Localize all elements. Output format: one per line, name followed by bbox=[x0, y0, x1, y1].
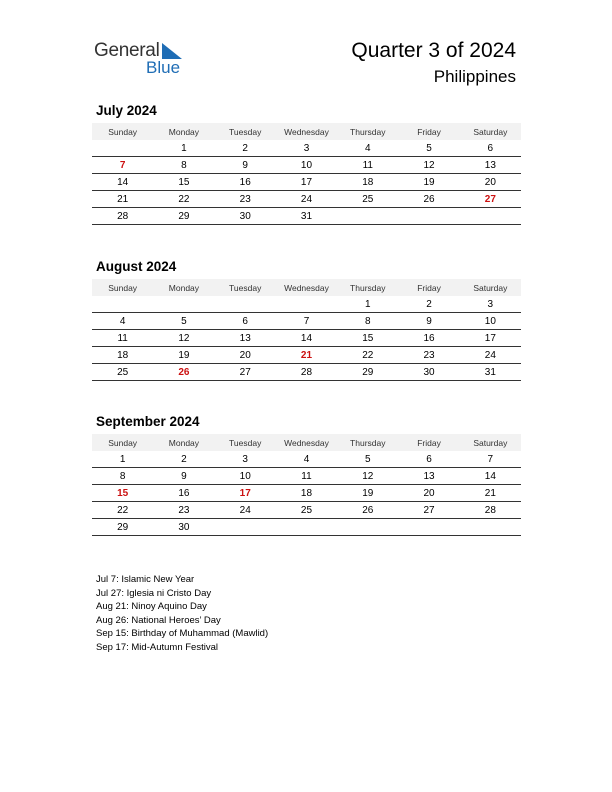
week-row bbox=[92, 468, 521, 485]
day-cell: 23 bbox=[239, 193, 251, 205]
logo-general-text: General bbox=[94, 40, 160, 61]
day-cell: 14 bbox=[117, 176, 129, 188]
month-august bbox=[92, 259, 521, 381]
logo bbox=[94, 40, 194, 80]
day-cell: 20 bbox=[423, 487, 435, 499]
weekday-label: Thursday bbox=[350, 282, 386, 293]
weekday-label: Tuesday bbox=[229, 282, 262, 293]
weekday-header-row bbox=[92, 434, 521, 451]
day-cell: 3 bbox=[242, 453, 248, 465]
holiday-note: Jul 27: Iglesia ni Cristo Day bbox=[96, 587, 212, 599]
week-row bbox=[92, 451, 521, 468]
day-cell: 1 bbox=[364, 298, 371, 310]
weekday-label: Monday bbox=[168, 126, 200, 137]
day-cell: 4 bbox=[303, 453, 310, 465]
weekday-label: Thursday bbox=[350, 437, 386, 448]
day-cell: 9 bbox=[242, 159, 248, 171]
week-row bbox=[92, 191, 521, 208]
weekday-label: Wednesday bbox=[284, 282, 329, 293]
day-cell: 29 bbox=[117, 521, 129, 533]
week-row bbox=[92, 485, 521, 502]
day-cell: 14 bbox=[300, 332, 313, 344]
week-row bbox=[92, 502, 521, 519]
weekday-label: Tuesday bbox=[229, 437, 262, 448]
day-cell: 22 bbox=[117, 504, 129, 516]
week-row bbox=[92, 296, 521, 313]
week-row bbox=[92, 208, 521, 225]
holiday-day-cell: 27 bbox=[484, 193, 496, 205]
day-cell: 16 bbox=[178, 487, 190, 499]
weekday-label: Thursday bbox=[350, 126, 386, 137]
holiday-notes bbox=[96, 573, 268, 654]
day-cell: 31 bbox=[484, 366, 496, 378]
weekday-label: Sunday bbox=[108, 437, 138, 448]
weekday-header-row bbox=[92, 123, 521, 140]
day-cell: 18 bbox=[362, 176, 374, 188]
month-september bbox=[92, 414, 521, 536]
weekday-label: Friday bbox=[417, 126, 441, 137]
day-cell: 8 bbox=[181, 159, 187, 171]
month-title: September 2024 bbox=[96, 414, 200, 429]
holiday-day-cell: 17 bbox=[239, 487, 251, 499]
day-cell: 12 bbox=[178, 332, 190, 344]
day-cell: 3 bbox=[303, 142, 310, 154]
holiday-day-cell: 7 bbox=[119, 159, 126, 171]
day-cell: 28 bbox=[484, 504, 496, 516]
day-cell: 20 bbox=[239, 349, 251, 361]
day-cell: 21 bbox=[484, 487, 496, 499]
weekday-label: Monday bbox=[168, 282, 200, 293]
day-cell: 26 bbox=[423, 193, 435, 205]
weekday-label: Monday bbox=[168, 437, 200, 448]
day-cell: 11 bbox=[117, 332, 128, 344]
day-cell: 13 bbox=[239, 332, 251, 344]
month-title: August 2024 bbox=[96, 259, 177, 274]
day-cell: 23 bbox=[178, 504, 190, 516]
day-cell: 12 bbox=[423, 159, 435, 171]
day-cell: 15 bbox=[178, 176, 190, 188]
weekday-header-row bbox=[92, 279, 521, 296]
week-row bbox=[92, 140, 521, 157]
country-name: Philippines bbox=[433, 67, 516, 86]
weekday-label: Saturday bbox=[473, 282, 508, 293]
day-cell: 16 bbox=[423, 332, 435, 344]
weekday-label: Friday bbox=[417, 282, 441, 293]
day-cell: 2 bbox=[426, 298, 432, 310]
day-cell: 19 bbox=[362, 487, 374, 499]
day-cell: 8 bbox=[364, 315, 371, 327]
day-cell: 4 bbox=[119, 315, 126, 327]
day-cell: 18 bbox=[300, 487, 313, 499]
day-cell: 17 bbox=[484, 332, 496, 344]
day-cell: 19 bbox=[178, 349, 190, 361]
day-cell: 22 bbox=[362, 349, 374, 361]
day-cell: 5 bbox=[181, 315, 187, 327]
day-cell: 10 bbox=[300, 159, 313, 171]
weekday-label: Saturday bbox=[473, 126, 508, 137]
day-cell: 2 bbox=[242, 142, 248, 154]
weekday-label: Friday bbox=[417, 437, 441, 448]
day-cell: 6 bbox=[242, 315, 248, 327]
day-cell: 28 bbox=[117, 210, 129, 222]
day-cell: 3 bbox=[487, 298, 494, 310]
day-cell: 18 bbox=[117, 349, 129, 361]
week-row bbox=[92, 157, 521, 174]
weekday-label: Wednesday bbox=[284, 437, 329, 448]
day-cell: 24 bbox=[239, 504, 251, 516]
day-cell: 16 bbox=[239, 176, 251, 188]
week-row bbox=[92, 347, 521, 364]
week-row bbox=[92, 364, 521, 381]
week-row bbox=[92, 313, 521, 330]
holiday-note: Sep 15: Birthday of Muhammad (Mawlid) bbox=[96, 628, 269, 639]
day-cell: 19 bbox=[423, 176, 435, 188]
day-cell: 9 bbox=[181, 470, 187, 482]
holiday-note: Sep 17: Mid-Autumn Festival bbox=[96, 641, 218, 653]
day-cell: 5 bbox=[364, 453, 371, 465]
week-row bbox=[92, 174, 521, 191]
holiday-note: Jul 7: Islamic New Year bbox=[96, 574, 195, 585]
holiday-note: Aug 21: Ninoy Aquino Day bbox=[96, 601, 207, 612]
holiday-note: Aug 26: National Heroes’ Day bbox=[96, 614, 221, 626]
day-cell: 20 bbox=[484, 176, 496, 188]
month-july bbox=[92, 103, 521, 225]
day-cell: 24 bbox=[300, 193, 313, 205]
day-cell: 6 bbox=[487, 142, 494, 154]
day-cell: 26 bbox=[362, 504, 374, 516]
day-cell: 30 bbox=[423, 366, 435, 378]
day-cell: 7 bbox=[303, 315, 310, 327]
weekday-label: Sunday bbox=[108, 282, 138, 293]
day-cell: 13 bbox=[484, 159, 496, 171]
day-cell: 25 bbox=[362, 193, 374, 205]
week-row bbox=[92, 519, 521, 536]
day-cell: 11 bbox=[301, 470, 312, 482]
day-cell: 28 bbox=[300, 366, 313, 378]
day-cell: 29 bbox=[362, 366, 374, 378]
day-cell: 12 bbox=[362, 470, 374, 482]
day-cell: 13 bbox=[423, 470, 435, 482]
day-cell: 22 bbox=[178, 193, 190, 205]
weekday-label: Sunday bbox=[108, 126, 138, 137]
day-cell: 11 bbox=[362, 159, 373, 171]
day-cell: 25 bbox=[300, 504, 313, 516]
day-cell: 15 bbox=[362, 332, 374, 344]
day-cell: 8 bbox=[119, 470, 126, 482]
weekday-label: Saturday bbox=[473, 437, 508, 448]
weekday-label: Tuesday bbox=[229, 126, 262, 137]
day-cell: 9 bbox=[426, 315, 432, 327]
holiday-day-cell: 21 bbox=[300, 349, 313, 361]
day-cell: 31 bbox=[300, 210, 313, 222]
day-cell: 4 bbox=[364, 142, 371, 154]
day-cell: 27 bbox=[423, 504, 435, 516]
day-cell: 2 bbox=[181, 453, 187, 465]
day-cell: 27 bbox=[239, 366, 251, 378]
day-cell: 24 bbox=[484, 349, 496, 361]
week-row bbox=[92, 330, 521, 347]
day-cell: 23 bbox=[423, 349, 435, 361]
holiday-day-cell: 26 bbox=[178, 366, 190, 378]
holiday-day-cell: 15 bbox=[117, 487, 129, 499]
day-cell: 5 bbox=[426, 142, 432, 154]
day-cell: 17 bbox=[300, 176, 313, 188]
page-title: Quarter 3 of 2024 bbox=[351, 39, 516, 62]
logo-blue-text: Blue bbox=[146, 58, 181, 77]
weekday-label: Wednesday bbox=[284, 126, 329, 137]
day-cell: 30 bbox=[178, 521, 190, 533]
day-cell: 1 bbox=[119, 453, 126, 465]
day-cell: 10 bbox=[239, 470, 251, 482]
month-title: July 2024 bbox=[96, 103, 157, 118]
day-cell: 6 bbox=[426, 453, 432, 465]
day-cell: 7 bbox=[487, 453, 494, 465]
day-cell: 10 bbox=[484, 315, 496, 327]
day-cell: 1 bbox=[181, 142, 187, 154]
day-cell: 30 bbox=[239, 210, 251, 222]
day-cell: 21 bbox=[117, 193, 129, 205]
day-cell: 14 bbox=[484, 470, 496, 482]
day-cell: 25 bbox=[117, 366, 129, 378]
day-cell: 29 bbox=[178, 210, 190, 222]
